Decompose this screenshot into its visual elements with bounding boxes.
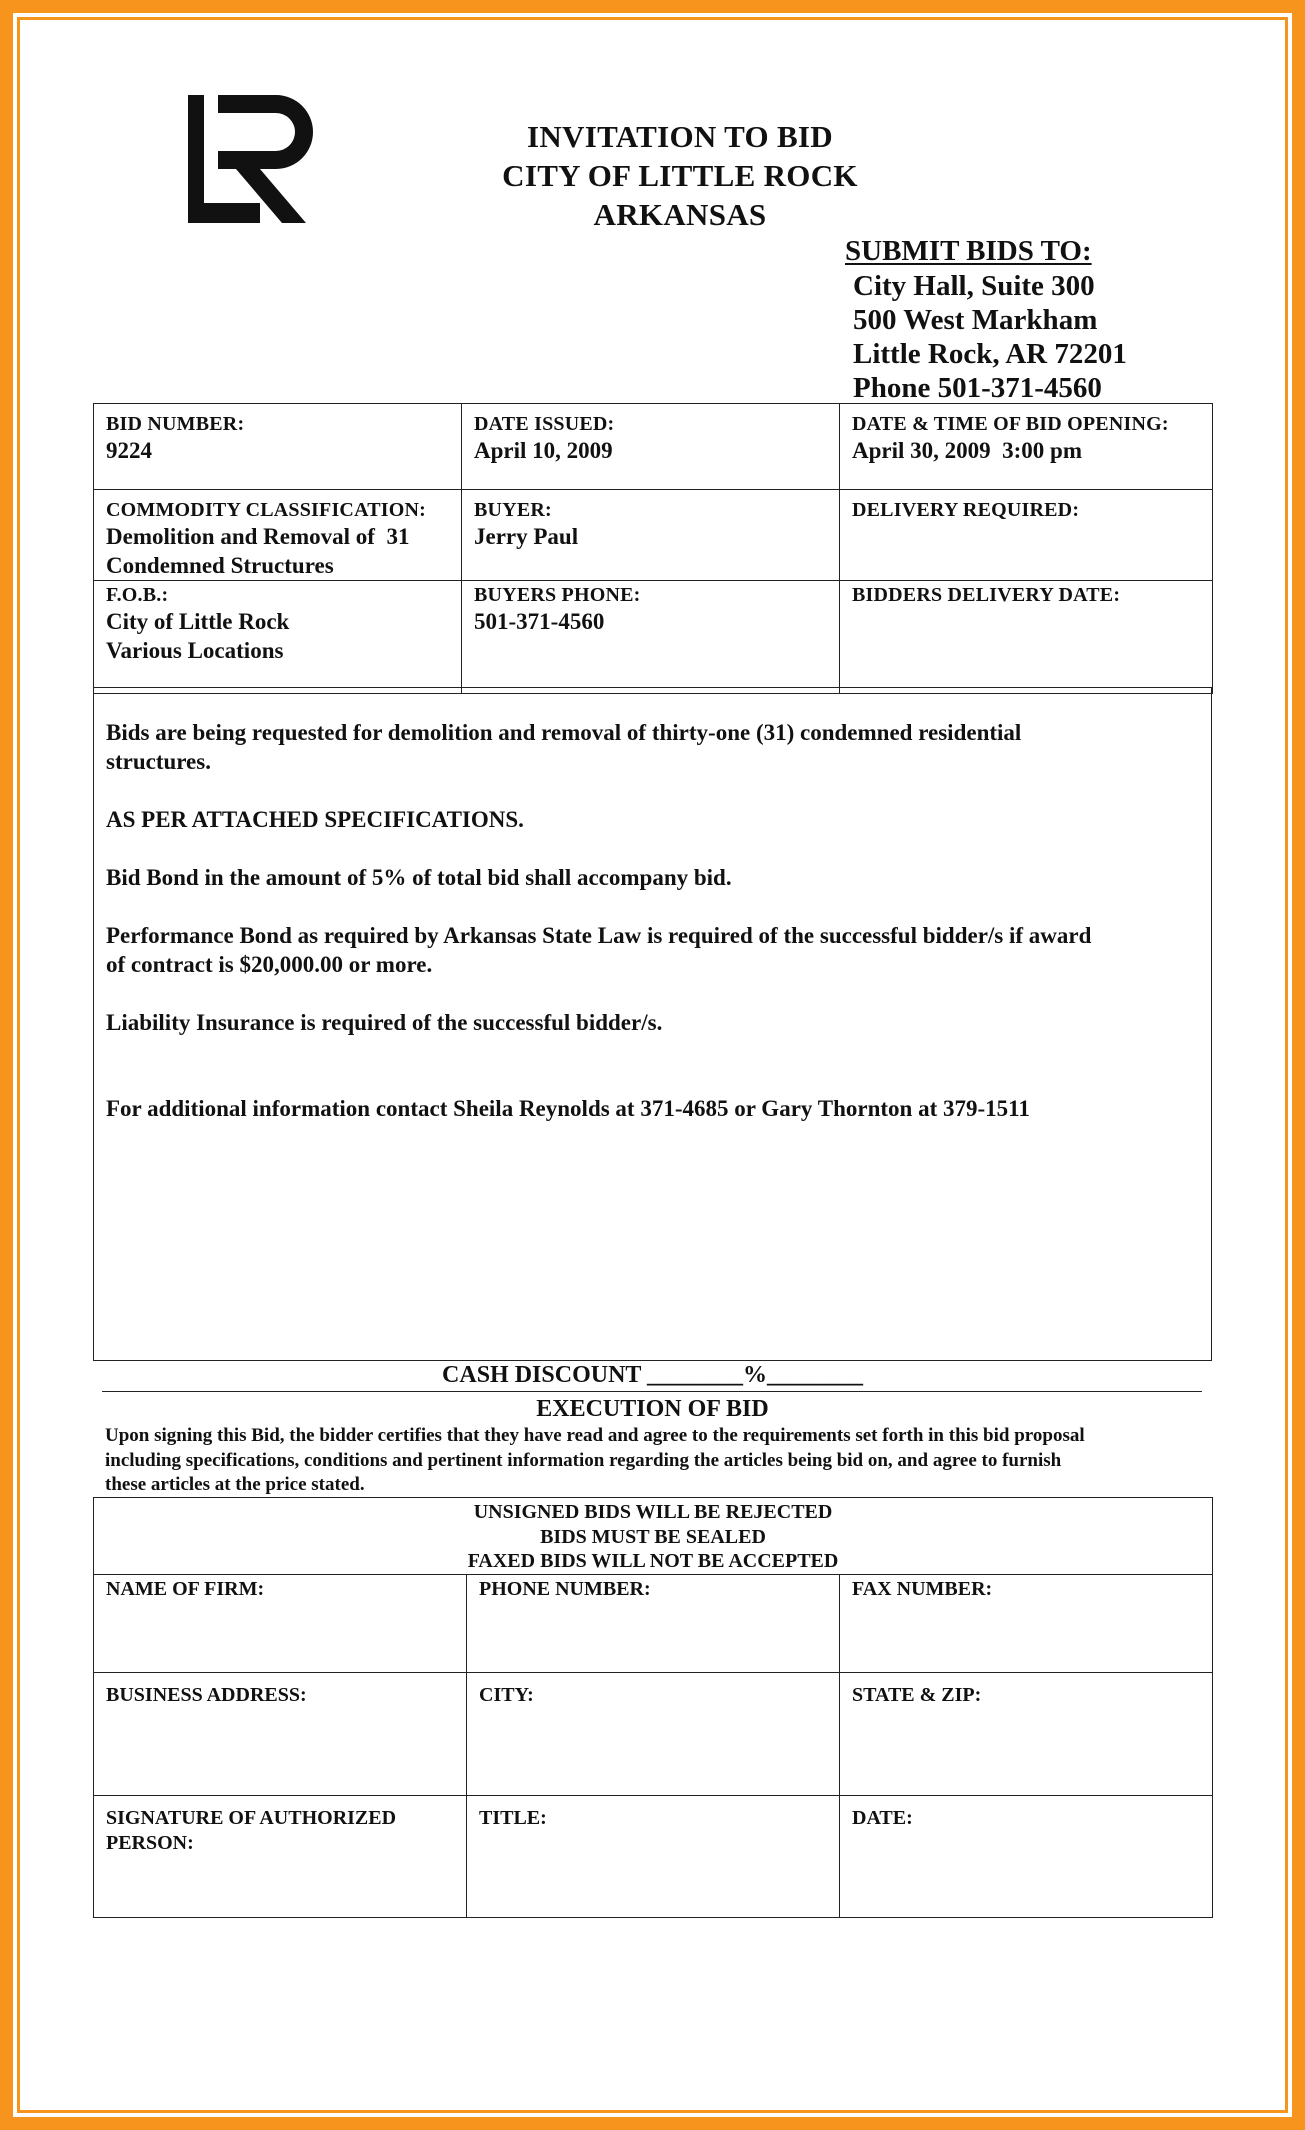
state-zip-label: STATE & ZIP: bbox=[852, 1683, 982, 1706]
execution-text-line: these articles at the price stated. bbox=[105, 1474, 365, 1495]
phone-number-field[interactable] bbox=[467, 1574, 840, 1672]
bid-bond-note: Bid Bond in the amount of 5% of total bid shall accompany bid. bbox=[106, 865, 732, 890]
signature-table bbox=[93, 1497, 1213, 1918]
cash-discount-line: CASH DISCOUNT ________%________ bbox=[442, 1362, 863, 1388]
performance-bond-paragraph bbox=[106, 921, 1199, 979]
request-paragraph bbox=[106, 718, 1199, 776]
banner-line: UNSIGNED BIDS WILL BE REJECTED bbox=[473, 1501, 833, 1523]
name-of-firm-field[interactable] bbox=[94, 1574, 467, 1672]
submit-address-line: 500 West Markham bbox=[853, 304, 1098, 336]
bid-number-cell bbox=[94, 404, 462, 490]
request-line: Bids are being requested for demolition and removal of thirty-one (31) condemned residential bbox=[106, 720, 1022, 745]
fob-cell bbox=[94, 581, 462, 694]
bid-info-table bbox=[93, 403, 1213, 694]
submit-phone-line: Phone 501-371-4560 bbox=[853, 372, 1102, 404]
divider bbox=[102, 1391, 1202, 1392]
execution-text bbox=[105, 1424, 1210, 1498]
commodity-label: COMMODITY CLASSIFICATION: bbox=[106, 499, 427, 521]
bidders-delivery-cell bbox=[840, 581, 1213, 694]
submit-heading: SUBMIT BIDS TO: bbox=[845, 235, 1092, 267]
execution-title: EXECUTION OF BID bbox=[536, 1396, 769, 1422]
document-title bbox=[430, 117, 930, 234]
commodity-cell bbox=[94, 490, 462, 581]
bid-description-box bbox=[93, 687, 1212, 1361]
buyers-phone-cell bbox=[462, 581, 840, 694]
specifications-note: AS PER ATTACHED SPECIFICATIONS. bbox=[106, 807, 524, 832]
date-field[interactable] bbox=[840, 1795, 1213, 1917]
buyer-cell bbox=[462, 490, 840, 581]
bid-number-value: 9224 bbox=[106, 438, 152, 463]
fob-value-line: City of Little Rock bbox=[106, 609, 290, 634]
warning-banner bbox=[94, 1498, 1213, 1575]
banner-line: BIDS MUST BE SEALED bbox=[540, 1525, 766, 1548]
fax-number-field[interactable] bbox=[840, 1574, 1213, 1672]
buyer-label: BUYER: bbox=[474, 499, 552, 521]
bid-opening-label: DATE & TIME OF BID OPENING: bbox=[852, 413, 1169, 435]
bid-number-label: BID NUMBER: bbox=[106, 413, 245, 435]
liability-note: Liability Insurance is required of the successful bidder/s. bbox=[106, 1010, 663, 1035]
delivery-required-cell bbox=[840, 490, 1213, 581]
execution-text-line: Upon signing this Bid, the bidder certifies that they have read and agree to the requirements set forth in this bid proposal bbox=[105, 1425, 1085, 1446]
execution-text-line: including specifications, conditions and pertinent information regarding the articles being bid on, and agree to furnish bbox=[105, 1449, 1062, 1471]
state-zip-field[interactable] bbox=[840, 1672, 1213, 1795]
signature-label-line: PERSON: bbox=[106, 1831, 194, 1854]
banner-line: FAXED BIDS WILL NOT BE ACCEPTED bbox=[467, 1550, 839, 1572]
buyer-value: Jerry Paul bbox=[474, 524, 579, 549]
signature-label-line: SIGNATURE OF AUTHORIZED bbox=[106, 1806, 397, 1829]
contact-note: For additional information contact Sheila Reynolds at 371-4685 or Gary Thornton at 379-1511 bbox=[106, 1096, 1030, 1121]
title-line: INVITATION TO BID bbox=[526, 119, 833, 154]
bidders-delivery-label: BIDDERS DELIVERY DATE: bbox=[852, 584, 1121, 606]
bid-opening-value: April 30, 2009 3:00 pm bbox=[852, 438, 1082, 463]
submit-bids-block bbox=[845, 233, 1205, 405]
signature-field[interactable] bbox=[94, 1795, 467, 1917]
submit-address-line: Little Rock, AR 72201 bbox=[853, 338, 1127, 370]
city-field[interactable] bbox=[467, 1672, 840, 1795]
name-of-firm-label: NAME OF FIRM: bbox=[106, 1577, 265, 1600]
submit-address-line: City Hall, Suite 300 bbox=[853, 270, 1095, 302]
city-label: CITY: bbox=[479, 1683, 534, 1706]
commodity-value-line: Condemned Structures bbox=[106, 553, 334, 578]
buyers-phone-label: BUYERS PHONE: bbox=[474, 584, 641, 606]
fob-value-line: Various Locations bbox=[106, 638, 284, 663]
buyers-phone-value: 501-371-4560 bbox=[474, 609, 605, 634]
performance-line: Performance Bond as required by Arkansas State Law is required of the successful bidder/s if award bbox=[106, 923, 1092, 948]
title-line: ARKANSAS bbox=[593, 197, 767, 232]
delivery-required-label: DELIVERY REQUIRED: bbox=[852, 499, 1080, 521]
commodity-value-line: Demolition and Removal of 31 bbox=[106, 524, 410, 549]
title-field[interactable] bbox=[467, 1795, 840, 1917]
fob-label: F.O.B.: bbox=[106, 584, 169, 606]
date-issued-cell bbox=[462, 404, 840, 490]
date-label: DATE: bbox=[852, 1806, 913, 1829]
request-line: structures. bbox=[106, 749, 211, 774]
date-issued-label: DATE ISSUED: bbox=[474, 413, 615, 435]
phone-number-label: PHONE NUMBER: bbox=[479, 1577, 651, 1600]
title-label: TITLE: bbox=[479, 1806, 547, 1829]
fax-number-label: FAX NUMBER: bbox=[852, 1577, 993, 1600]
lr-monogram-logo bbox=[188, 95, 330, 223]
title-line: CITY OF LITTLE ROCK bbox=[502, 158, 858, 193]
date-issued-value: April 10, 2009 bbox=[474, 438, 613, 463]
bid-opening-cell bbox=[840, 404, 1213, 490]
business-address-field[interactable] bbox=[94, 1672, 467, 1795]
performance-line: of contract is $20,000.00 or more. bbox=[106, 952, 433, 977]
business-address-label: BUSINESS ADDRESS: bbox=[106, 1683, 307, 1706]
